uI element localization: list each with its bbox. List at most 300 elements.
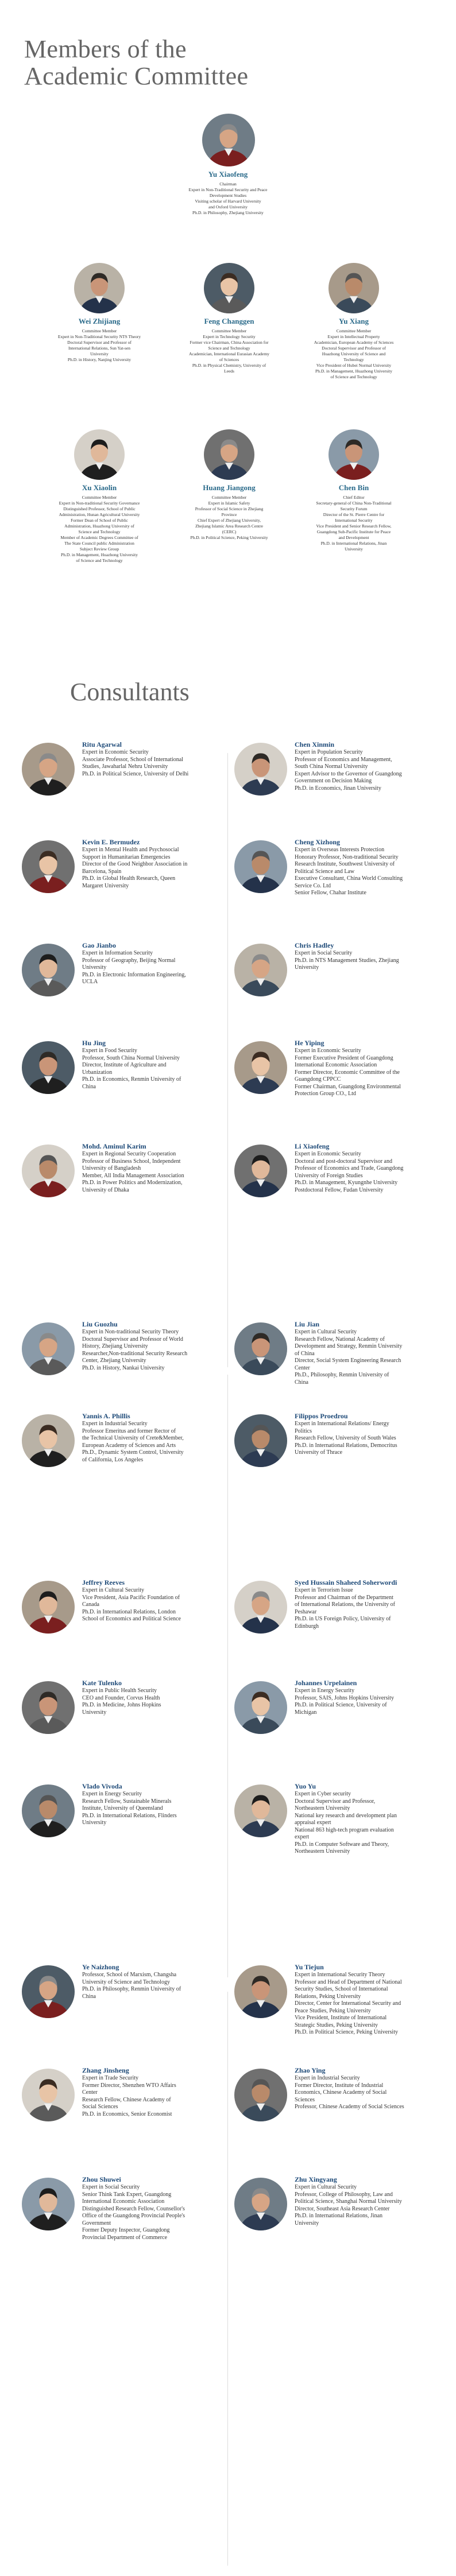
consultant-detail: Researcher,Non-traditional Security Research <box>82 1350 188 1357</box>
consultant-detail: Ph.D. in NTS Management Studies, Zhejiang <box>295 957 399 964</box>
consultant-detail: Ph.D. in Medicine, Johns Hopkins <box>82 1702 161 1708</box>
consultant-entry <box>295 2175 427 2227</box>
member-photo <box>329 263 379 313</box>
consultant-photo <box>22 1784 75 1837</box>
member-detail: Academician, International Eurasian Academy <box>189 351 269 356</box>
consultant-name: Liu Guozhu <box>82 1320 118 1328</box>
consultant-detail: of International Relations, the University of <box>295 1601 395 1608</box>
consultant-detail: Northeastern University <box>295 1805 350 1811</box>
consultant-detail: International Economic Association <box>82 2198 165 2205</box>
consultant-detail: Expert in Cyber security <box>295 1791 351 1797</box>
consultant-detail: Barcelona, Spain <box>82 868 122 875</box>
consultant-detail: Peshawar <box>295 1608 317 1615</box>
consultant-detail: International Economic Association <box>295 1062 377 1068</box>
consultant-photo <box>234 1681 287 1734</box>
member-name: Yu Xiaofeng <box>208 170 248 179</box>
consultant-detail: Professor Emeritus and former Rector of <box>82 1427 176 1434</box>
consultant-detail: Honorary Professor, Non-traditional Security <box>295 854 399 860</box>
consultant-detail: Studies, Jawaharlal Nehru University <box>82 763 168 770</box>
consultant-name: Hu Jing <box>82 1039 106 1047</box>
consultant-detail: National key research and development plan <box>295 1812 397 1819</box>
consultant-detail: Vice President, Asia Pacific Foundation of <box>82 1594 180 1601</box>
consultant-detail: Director, Center for International Security and <box>295 2000 401 2007</box>
consultant-detail: Doctoral and post-doctoral Supervisor and <box>295 1158 392 1165</box>
member-detail: Committee Member <box>82 495 117 500</box>
member-detail: Ph.D. in Political Science, Peking University <box>190 535 268 540</box>
member-detail: Ph.D. in International Relations, Jinan <box>320 541 387 546</box>
consultant-photo <box>234 1041 287 1094</box>
consultant-detail: Expert in Industrial Security <box>82 1421 148 1427</box>
consultant-name: Chris Hadley <box>295 941 334 949</box>
consultant-detail: Director, Institute of Agriculture and <box>82 1062 167 1068</box>
consultant-detail: Expert in Economic Security <box>295 1151 361 1157</box>
consultant-photo <box>234 1784 287 1837</box>
consultant-photo <box>234 1414 287 1467</box>
consultant-name: Filippos Proedrou <box>295 1412 348 1420</box>
member-photo <box>204 429 254 480</box>
consultant-name: Zhu Xingyang <box>295 2175 337 2183</box>
consultant-detail: Professor and Head of Department of National <box>295 1978 402 1985</box>
member-photo <box>204 263 254 313</box>
committee-member <box>296 483 411 552</box>
consultant-detail: expert <box>295 1834 309 1840</box>
consultant-photo <box>22 1681 75 1734</box>
member-detail: Committee Member <box>211 328 247 333</box>
consultant-detail: Ph.D. in Economics, Senior Economist <box>82 2111 172 2117</box>
consultant-detail: Expert in Mental Health and Psychosocial <box>82 847 179 853</box>
consultant-detail: University <box>295 964 319 971</box>
consultant-photo <box>22 2069 75 2121</box>
consultant-detail: Director, Social System Engineering Research <box>295 1357 401 1364</box>
consultant-detail: University of Thrace <box>295 1449 343 1456</box>
consultant-detail: Research Fellow, Sustainable Minerals <box>82 1798 172 1805</box>
consultant-detail: Ph.D. in International Relations, Flinders <box>82 1812 177 1819</box>
consultant-name: Zhang Jinsheng <box>82 2066 129 2074</box>
column-divider <box>227 1992 228 2566</box>
consultant-detail: Canada <box>82 1601 99 1608</box>
member-detail: Ph.D. in Management, Huazhong University <box>315 368 392 374</box>
member-detail: Province <box>221 512 237 517</box>
consultant-photo <box>234 743 287 796</box>
consultant-detail: Research Fellow, Chinese Academy of <box>82 2096 171 2103</box>
consultant-detail: Expert in Industrial Security <box>295 2075 360 2081</box>
consultant-detail: Strategic Studies, Peking University <box>295 2022 378 2028</box>
consultant-detail: Director, Southeast Asia Research Center <box>295 2205 390 2212</box>
consultant-photo <box>22 1414 75 1467</box>
consultant-detail: Doctoral Supervisor and Professor of World <box>82 1336 183 1343</box>
consultant-entry <box>82 1039 214 1091</box>
member-detail: Former Dean of School of Public <box>71 518 128 523</box>
member-detail: Vice President and Senior Research Fellow, <box>316 523 392 529</box>
consultant-detail: Expert in International Security Theory <box>295 1972 385 1978</box>
consultant-detail: Member, All India Management Association <box>82 1172 184 1179</box>
consultant-name: Chen Xinmin <box>295 740 335 748</box>
consultant-name: Johannes Urpelainen <box>295 1679 357 1687</box>
consultant-detail: Security Studies, School of International <box>295 1986 388 1992</box>
consultant-detail: Professor, School of Marxism, Changsha <box>82 1972 177 1978</box>
consultant-detail: of China <box>295 1350 315 1357</box>
consultant-detail: Expert in Trade Security <box>82 2075 139 2081</box>
consultant-detail: Government on Decision Making <box>295 778 372 784</box>
committee-member <box>171 170 285 216</box>
consultant-detail: Expert in Food Security <box>82 1048 137 1054</box>
member-detail: Professor of Social Science in Zhejiang <box>195 506 264 511</box>
consultant-name: Yuo Yu <box>295 1782 316 1790</box>
member-detail: Former vice Chairman, China Association for <box>190 340 269 345</box>
consultant-detail: Expert in Economic Security <box>295 1048 361 1054</box>
consultant-detail: Vice President, Institute of International <box>295 2015 387 2021</box>
member-detail: Guangdong Sub-Pacific Institute for Peace <box>316 529 391 534</box>
member-detail: Huazhong University of Science and <box>322 351 386 356</box>
member-detail: Ph.D. in Physical Chemistry, University of <box>192 363 266 368</box>
column-divider <box>227 753 228 1367</box>
member-detail: Academician, European Academy of Sciences <box>314 340 394 345</box>
consultant-detail: University of Science and Technology <box>82 1978 170 1985</box>
member-name: Huang Jiangong <box>203 483 256 492</box>
consultant-entry <box>295 1039 427 1098</box>
consultant-entry <box>295 1578 427 1630</box>
consultant-detail: China <box>82 1083 96 1090</box>
consultant-detail: Expert in Energy Security <box>82 1791 142 1797</box>
member-detail: Ph.D. in Management, Huazhong University <box>61 552 138 557</box>
consultant-detail: Professor, Chinese Academy of Social Sciences <box>295 2104 404 2110</box>
consultant-entry <box>295 1963 427 2036</box>
consultant-detail: Peace Studies, Peking University <box>295 2007 371 2014</box>
consultant-detail: Expert in Social Security <box>82 2184 140 2190</box>
consultant-detail: Sciences <box>295 2096 315 2103</box>
member-detail: Expert in Non-traditional Security Governance <box>59 501 140 506</box>
member-detail: Expert in Non-Traditional Security NTS Theory <box>57 334 141 339</box>
member-detail: Zhejiang Islamic Area Research Centre <box>195 523 263 529</box>
consultant-detail: Relations, Peking University <box>295 1993 361 2000</box>
member-name: Wei Zhijiang <box>78 317 121 325</box>
consultant-name: Yannis A. Phillis <box>82 1412 130 1420</box>
consultant-detail: Ph.D. in Computer Software and Theory, <box>295 1841 389 1848</box>
consultant-entry <box>82 740 214 778</box>
consultant-detail: Ph.D. in Economics, Renmin University of <box>82 1076 181 1083</box>
consultant-photo <box>22 1145 75 1197</box>
consultant-detail: Ph.D. in International Relations, London <box>82 1608 176 1615</box>
consultant-detail: Ph.D. in Economics, Jinan University <box>295 785 381 792</box>
member-photo <box>74 429 125 480</box>
consultant-detail: of California, Los Angeles <box>82 1456 144 1463</box>
consultant-detail: Director of the Good Neighbor Association in <box>82 861 188 867</box>
consultant-detail: Associate Professor, School of International <box>82 756 183 763</box>
consultant-photo <box>22 840 75 893</box>
consultant-photo <box>234 944 287 996</box>
consultant-entry <box>295 1320 427 1386</box>
member-detail: Science and Technology <box>78 529 121 534</box>
consultant-photo <box>22 1581 75 1634</box>
consultant-entry <box>82 2175 214 2241</box>
member-name: Yu Xiang <box>339 317 369 325</box>
member-detail: Committee Member <box>82 328 117 333</box>
consultant-photo <box>234 1145 287 1197</box>
consultant-detail: Expert Advisor to the Governor of Guangdong <box>295 770 402 777</box>
consultant-photo <box>234 840 287 893</box>
consultant-name: Liu Jian <box>295 1320 320 1328</box>
consultant-detail: CEO and Founder, Corvus Health <box>82 1694 160 1701</box>
committee-member <box>296 317 411 380</box>
consultant-name: Kevin E. Bermudez <box>82 838 140 846</box>
consultant-detail: Political Science and Law <box>295 868 355 875</box>
member-detail: Distinguished Professor, School of Public <box>63 506 136 511</box>
consultant-detail: Ph.D. in History, Nankai University <box>82 1364 165 1371</box>
consultant-detail: Professor and Chairman of the Department <box>295 1594 393 1601</box>
consultant-name: Vlado Vivoda <box>82 1782 122 1790</box>
consultant-detail: Professor of Economics and Management, <box>295 756 392 763</box>
consultant-photo <box>22 1322 75 1375</box>
consultant-detail: Economics, Chinese Academy of Social <box>295 2089 387 2096</box>
consultant-detail: Former Director, Shenzhen WTO Affairs <box>82 2082 176 2089</box>
consultant-detail: appraisal expert <box>295 1820 331 1826</box>
member-detail: Science and Technology <box>208 346 250 351</box>
consultant-entry <box>82 1578 214 1623</box>
consultant-detail: Professor of Geography, Beijing Normal <box>82 957 176 964</box>
consultant-entry <box>82 1142 214 1194</box>
consultant-name: Ritu Agarwal <box>82 740 122 748</box>
consultant-name: Li Xiaofeng <box>295 1142 330 1150</box>
consultant-detail: Social Sciences <box>82 2104 118 2110</box>
consultant-name: Gao Jianbo <box>82 941 117 949</box>
consultant-photo <box>22 1041 75 1094</box>
consultant-detail: Ph.D. in US Foreign Policy, University of <box>295 1616 391 1622</box>
consultant-detail: Expert in Cultural Security <box>295 1329 357 1335</box>
consultant-detail: Margaret University <box>82 882 129 889</box>
consultant-photo <box>22 2178 75 2230</box>
consultant-detail: Research Fellow, University of South Wales <box>295 1435 396 1441</box>
consultant-detail: Government <box>82 2220 111 2226</box>
consultant-photo <box>234 2069 287 2121</box>
consultant-entry <box>82 2066 214 2118</box>
consultant-detail: Ph.D. in International Relations, Jinan <box>295 2213 383 2219</box>
member-detail: Expert in Technology Security <box>203 334 256 339</box>
consultant-entry <box>295 2066 427 2111</box>
member-detail: Security Forum <box>340 506 368 511</box>
member-photo <box>202 114 255 166</box>
consultant-detail: Expert in Overseas Interests Protection <box>295 847 385 853</box>
consultant-name: Syed Hussain Shaheed Soherwordi <box>295 1578 397 1586</box>
consultant-entry <box>82 1679 214 1716</box>
consultant-detail: Former Deputy Inspector, Guangdong <box>82 2227 170 2233</box>
consultant-name: Ye Naizhong <box>82 1963 119 1971</box>
consultant-entry <box>295 1782 427 1856</box>
consultant-entry <box>295 1412 427 1457</box>
consultant-photo <box>22 1965 75 2018</box>
consultant-detail: Executive Consultant, China World Consulting <box>295 875 403 882</box>
consultant-detail: Ph.D. in Political Science, Peking University <box>295 2029 398 2035</box>
consultant-detail: Former Executive President of Guangdong <box>295 1054 393 1061</box>
consultants-title: Consultants <box>70 678 190 706</box>
consultant-detail: History, Zhejiang University <box>82 1343 148 1349</box>
consultant-detail: Distinguished Research Fellow, Counsellor's <box>82 2205 185 2212</box>
consultant-detail: Expert in Energy Security <box>295 1687 354 1694</box>
consultant-detail: Senior Fellow, Chahar Institute <box>295 890 366 896</box>
consultant-detail: University of Foreign Studies <box>295 1172 363 1179</box>
consultant-detail: Ph.D., Philosophy, Renmin University of <box>295 1372 389 1378</box>
member-detail: Chief Editor <box>343 495 365 500</box>
consultant-detail: Political Science, Shanghai Normal University <box>295 2198 402 2205</box>
consultant-entry <box>295 838 427 897</box>
consultant-photo <box>22 743 75 796</box>
consultant-detail: Ph.D., Dynamic System Control, University <box>82 1449 184 1456</box>
member-detail: International Relations, Sun Yat-sen <box>68 346 131 351</box>
member-photo <box>329 429 379 480</box>
committee-member <box>172 483 287 541</box>
consultant-detail: Research Institute, Southwest University of <box>295 861 395 867</box>
consultant-detail: Ph.D. in Political Science, University of Delhi <box>82 770 189 777</box>
member-name: Chen Bin <box>338 483 369 492</box>
member-detail: (CERC) <box>222 529 237 534</box>
consultant-detail: Expert in Economic Security <box>82 749 149 755</box>
consultant-detail: Center <box>82 2089 98 2096</box>
consultant-photo <box>234 2178 287 2230</box>
member-detail: Committee Member <box>211 495 247 500</box>
member-detail: and Development <box>338 535 369 540</box>
consultant-detail: China <box>295 1379 308 1386</box>
member-photo <box>74 263 125 313</box>
consultant-detail: Former Chairman, Guangdong Environmental <box>295 1083 401 1090</box>
member-detail: Chairman <box>219 181 237 187</box>
consultant-entry <box>295 1679 427 1716</box>
consultant-detail: China <box>82 1993 96 2000</box>
consultant-detail: Northeastern University <box>295 1848 350 1855</box>
member-name: Xu Xiaolin <box>82 483 117 492</box>
consultant-name: Yu Tiejun <box>295 1963 324 1971</box>
member-detail: Doctoral Supervisor and Professor of <box>67 340 132 345</box>
member-detail: International Security <box>335 518 373 523</box>
member-detail: Administration, Huazhong University of <box>64 523 134 529</box>
column-divider <box>227 1375 228 1977</box>
member-detail: Subject Review Group <box>79 546 119 552</box>
consultant-detail: Professor, College of Philosophy, Law and <box>295 2191 393 2198</box>
consultant-detail: Expert in Cultural Security <box>82 1587 145 1593</box>
consultant-detail: Development and Strategy, Renmin University <box>295 1343 403 1349</box>
consultant-detail: University of Bangladesh <box>82 1165 141 1171</box>
member-detail: Secretary-general of China Non-Traditional <box>316 501 392 506</box>
consultant-detail: University <box>82 1820 107 1826</box>
consultant-detail: Professor of Economics and Trade, Guangdong <box>295 1165 404 1171</box>
consultant-detail: Michigan <box>295 1709 317 1716</box>
consultant-detail: South China Normal University <box>295 763 368 770</box>
consultant-detail: Expert in Non-traditional Security Theory <box>82 1329 179 1335</box>
consultant-detail: Expert in Public Health Security <box>82 1687 157 1694</box>
member-detail: Expert in Islamic Safety <box>208 501 250 506</box>
consultant-detail: University <box>82 964 107 971</box>
consultant-detail: Ph.D. in Philosophy, Renmin University of <box>82 1986 181 1992</box>
consultant-detail: Former Director, Institute of Industrial <box>295 2082 384 2089</box>
consultant-detail: Guangdong CPPCC <box>295 1076 341 1083</box>
consultant-entry <box>82 838 214 890</box>
member-detail: Vice President of Hubei Normal University <box>316 363 392 368</box>
consultant-detail: University of Dhaka <box>82 1186 129 1193</box>
consultant-detail: Ph.D. in International Relations, Democritus <box>295 1442 397 1449</box>
consultant-detail: Provincial Department of Commerce <box>82 2234 168 2241</box>
consultant-entry <box>82 1412 214 1464</box>
member-detail: Expert in Non-Traditional Security and Peace <box>188 187 268 192</box>
page-title: Members of the Academic Committee <box>24 35 249 90</box>
consultant-entry <box>295 1142 427 1194</box>
consultant-detail: Urbanization <box>82 1069 113 1076</box>
consultant-detail: Institute, University of Queensland <box>82 1805 163 1811</box>
consultant-detail: Professor of Business School, Independent <box>82 1158 181 1165</box>
member-detail: Visiting scholar of Harvard University <box>195 199 261 204</box>
consultant-detail: Ph.D. in Political Science, University of <box>295 1702 387 1708</box>
consultant-detail: Center, Zhejiang University <box>82 1357 146 1364</box>
member-detail: Chief Expert of Zhejiang University, <box>197 518 261 523</box>
consultant-detail: Edinburgh <box>295 1623 319 1630</box>
member-detail: University <box>345 546 363 552</box>
consultant-photo <box>234 1581 287 1634</box>
consultant-detail: Expert in Information Security <box>82 950 153 956</box>
member-detail: Ph.D. in Philosophy, Zhejiang University <box>192 210 264 215</box>
consultant-entry <box>82 1782 214 1827</box>
consultant-entry <box>295 941 427 972</box>
member-name: Feng Changgen <box>204 317 254 325</box>
consultant-name: Zhou Shuwei <box>82 2175 121 2183</box>
consultant-detail: Expert in Cultural Security <box>295 2184 357 2190</box>
consultant-entry <box>295 740 427 792</box>
consultant-detail: School of Economics and Political Science <box>82 1616 181 1622</box>
member-detail: The State Council public Administration <box>64 541 134 546</box>
consultant-detail: Center <box>295 1364 310 1371</box>
consultant-detail: National 863 high-tech program evaluation <box>295 1826 394 1833</box>
consultant-photo <box>234 1965 287 2018</box>
consultant-detail: Expert in Population Security <box>295 749 363 755</box>
consultant-detail: Professor, South China Normal University <box>82 1054 180 1061</box>
consultant-detail: UCLA <box>82 979 98 985</box>
member-detail: Committee Member <box>336 328 372 333</box>
consultant-detail: Office of the Guangdong Provincial People's <box>82 2213 186 2219</box>
consultant-detail: Ph.D. in Electronic Information Engineering, <box>82 971 186 978</box>
consultant-detail: European Academy of Sciences and Arts <box>82 1442 176 1449</box>
member-detail: Administration, Hunan Agricultural University <box>59 512 140 517</box>
member-detail: of Sciences <box>219 357 239 362</box>
consultant-detail: Research Fellow, National Academy of <box>295 1336 385 1343</box>
member-detail: University <box>90 351 109 356</box>
consultant-name: Jeffrey Reeves <box>82 1578 125 1586</box>
consultant-detail: Service Co. Ltd <box>295 882 331 889</box>
consultant-detail: Ph.D. in Management, Kyungnhe University <box>295 1180 398 1186</box>
member-detail: Doctoral Supervisor and Professor of <box>322 346 386 351</box>
consultant-photo <box>22 944 75 996</box>
consultant-name: Cheng Xizhong <box>295 838 341 846</box>
consultant-detail: Politics <box>295 1427 312 1434</box>
committee-member <box>172 317 287 374</box>
member-detail: Development Studies <box>209 193 247 198</box>
consultant-name: Zhao Ying <box>295 2066 326 2074</box>
consultant-detail: Postdoctoral Fellow, Fudan University <box>295 1186 384 1193</box>
consultant-name: Kate Tulenko <box>82 1679 122 1687</box>
consultant-entry <box>82 941 214 986</box>
member-detail: Member of Academic Degrees Committee of <box>60 535 138 540</box>
member-detail: Expert in Intellectual Property <box>327 334 380 339</box>
member-detail: Ph.D. in History, Nanjing University <box>67 357 132 362</box>
consultant-detail: Expert in Terrorism Issue <box>295 1587 353 1593</box>
consultant-detail: Expert in Social Security <box>295 950 353 956</box>
member-detail: Leeds <box>224 368 234 374</box>
committee-member <box>42 317 157 363</box>
member-detail: of Science and Technology <box>76 558 123 563</box>
member-detail: Director of the St. Pierre Centre for <box>323 512 385 517</box>
consultant-detail: Doctoral Supervisor and Professor, <box>295 1798 376 1805</box>
consultant-detail: Ph.D. in Power Politics and Modernization, <box>82 1180 183 1186</box>
member-detail: Technology <box>343 357 364 362</box>
consultant-detail: Professor, SAIS, Johns Hopkins University <box>295 1694 394 1701</box>
consultant-name: He Yiping <box>295 1039 324 1047</box>
consultant-entry <box>82 1320 214 1372</box>
member-detail: and Oxford University <box>208 204 248 210</box>
